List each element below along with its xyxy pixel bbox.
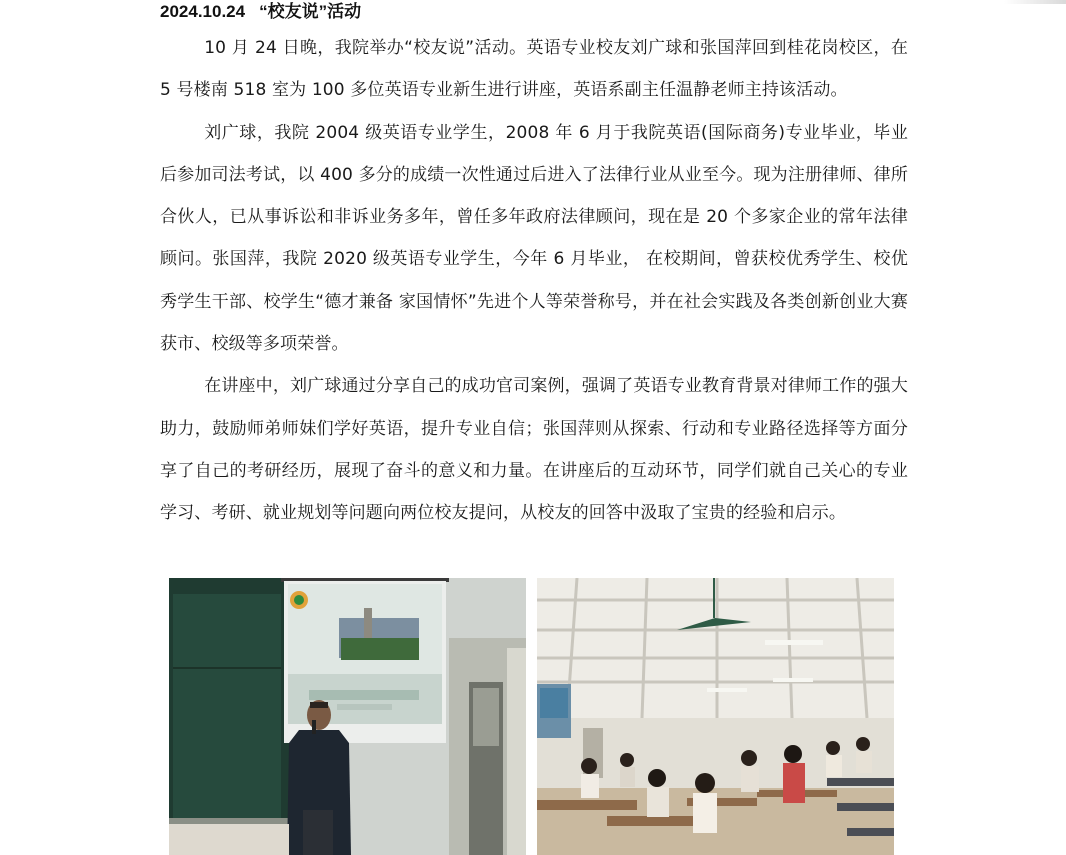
page-edge-shadow — [1004, 0, 1066, 4]
paragraph: 10 月 24 日晚，我院举办“校友说”活动。英语专业校友刘广球和张国萍回到桂花岗校区，在 5 号楼南 518 室为 100 多位英语专业新生进行讲座，英语系副主任温静老师主持该活动。 — [160, 38, 908, 101]
paragraph: 刘广球，我院 2004 级英语专业学生，2008 年 6 月于我院英语(国际商务)专业毕业，毕业后参加司法考试，以 400 多分的成绩一次性通过后进入了法律行业从业至今。现为注册律师、律所合伙人，已从事诉讼和非诉业务多年，曾任多年政府法律顾问，现在是 20 个多家企业的常年法律顾问。张国萍，我院 2020 级英语专业学生，今年 6 月毕业， 在校期间，曾获校优秀学生、校优秀学生干部、校学生“德才兼备 家国情怀”先进个人等荣誉称号，并在社会实践及各类创新创业大赛获市、校级等多项荣誉。 — [160, 122, 908, 355]
article-heading — [160, 0, 361, 24]
article-body — [160, 27, 908, 535]
speaker-lecture-photo — [169, 578, 526, 855]
article-date: 2024.10.24 — [160, 2, 246, 21]
article-title: “校友说”活动 — [259, 2, 362, 21]
classroom-audience-photo — [537, 578, 894, 855]
paragraph: 在讲座中，刘广球通过分享自己的成功官司案例，强调了英语专业教育背景对律师工作的强大助力，鼓励师弟师妹们学好英语，提升专业自信；张国萍则从探索、行动和专业路径选择等方面分享了自己的考研经历，展现了奋斗的意义和力量。在讲座后的互动环节，同学们就自己关心的专业学习、考研、就业规划等问题向两位校友提问，从校友的回答中汲取了宝贵的经验和启示。 — [160, 376, 908, 524]
